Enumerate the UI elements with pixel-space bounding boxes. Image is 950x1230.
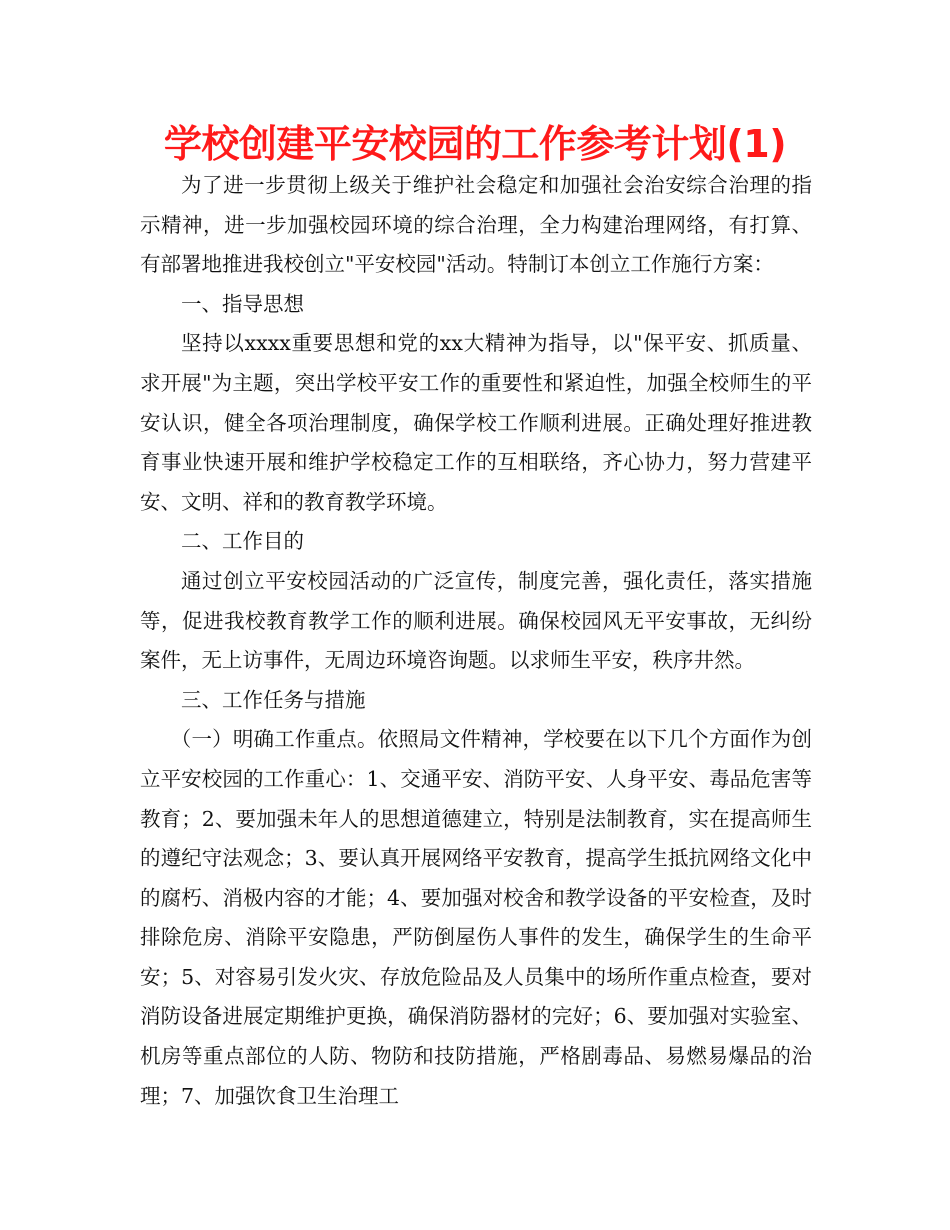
section-heading-guiding-ideology: 一、指导思想 bbox=[181, 291, 304, 316]
document-title: 学校创建平安校园的工作参考计划(1) bbox=[163, 122, 787, 166]
document-body bbox=[140, 166, 812, 1116]
intro-paragraph: 为了进一步贯彻上级关于维护社会稳定和加强社会治安综合治理的指示精神，进一步加强校园环境的综合治理，全力构建治理网络，有打算、有部署地推进我校创立"平安校园"活动。特制订本创立工作施行方案： bbox=[140, 173, 812, 277]
work-goal-paragraph: 通过创立平安校园活动的广泛宣传，制度完善，强化责任，落实措施等，促进我校教育教学工作的顺利进展。确保校园风无平安事故，无纠纷案件，无上访事件，无周边环境咨询题。以求师生平安，秩序井然。 bbox=[140, 568, 812, 673]
tasks-measures-paragraph: （一）明确工作重点。依照局文件精神，学校要在以下几个方面作为创立平安校园的工作重心：1、交通平安、消防平安、人身平安、毒品危害等教育；2、要加强未年人的思想道德建立，特别是法制教育，实在提高师生的遵纪守法观念；3、要认真开展网络平安教育，提高学生抵抗网络文化中的腐朽、消极内容的才能；4、要加强对校舍和教学设备的平安检查，及时排除危房、消除平安隐患，严防倒屋伤人事件的发生，确保学生的生命平安；5、对容易引发火灾、存放危险品及人员集中的场所作重点检查，要对消防设备进展定期维护更换，确保消防器材的完好；6、要加强对实验室、机房等重点部位的人防、物防和技防措施，严格剧毒品、易燃易爆品的治理；7、加强饮食卫生治理工 bbox=[140, 727, 812, 1108]
section-heading-tasks-measures: 三、工作任务与措施 bbox=[181, 687, 366, 712]
guiding-ideology-paragraph: 坚持以xxxx重要思想和党的xx大精神为指导，以"保平安、抓质量、求开展"为主题，突出学校平安工作的重要性和紧迫性，加强全校师生的平安认识，健全各项治理制度，确保学校工作顺利进展。正确处理好推进教育事业快速开展和维护学校稳定工作的互相联络，齐心协力，努力营建平安、文明、祥和的教育教学环境。 bbox=[140, 331, 812, 514]
section-heading-work-goal: 二、工作目的 bbox=[181, 529, 304, 554]
